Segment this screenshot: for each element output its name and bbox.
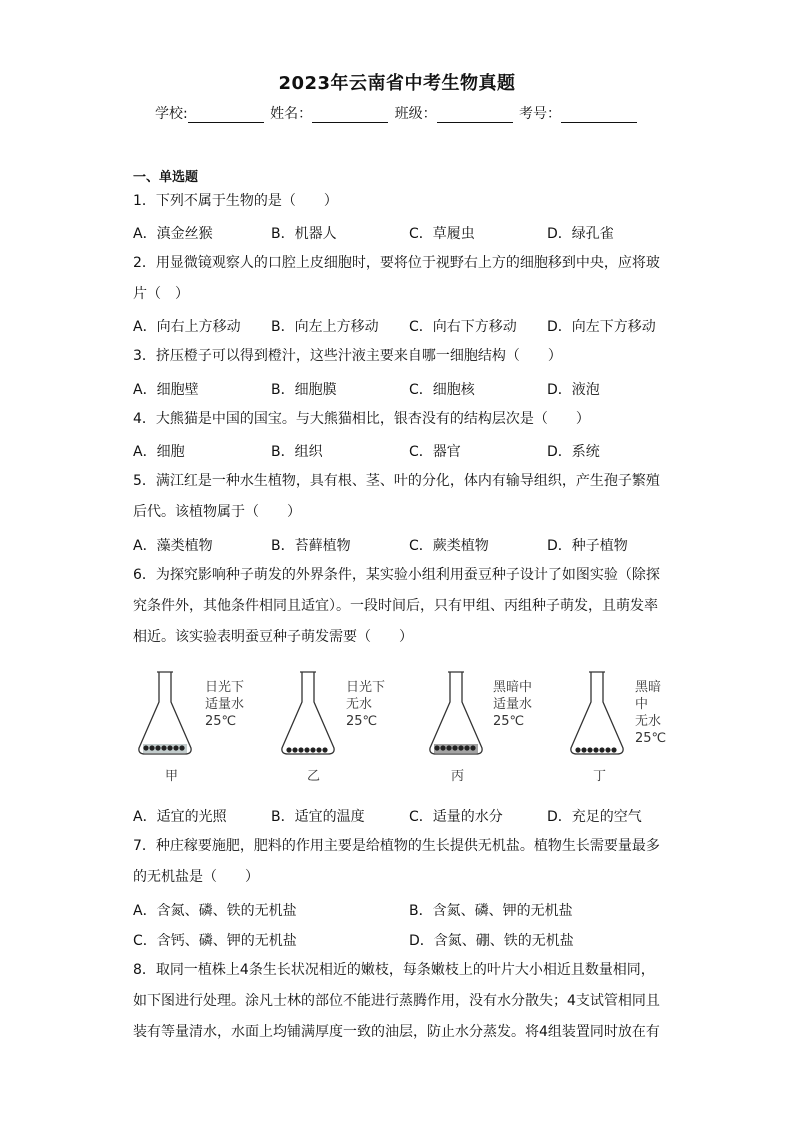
section-heading: 一、单选题 bbox=[133, 170, 199, 185]
options-q4 bbox=[133, 441, 663, 465]
option-d[interactable]: D．充足的空气 bbox=[547, 809, 642, 825]
question-line: 6．为探究影响种子萌发的外界条件，某实验小组利用蚕豆种子设计了如图实验（除探 bbox=[133, 567, 660, 583]
school-blank[interactable] bbox=[188, 108, 264, 123]
flask-condition bbox=[346, 679, 385, 730]
option-c[interactable]: C．草履虫 bbox=[409, 226, 475, 242]
option-a[interactable]: A．细胞 bbox=[133, 444, 185, 460]
question-2 bbox=[133, 248, 663, 310]
flask-condition bbox=[205, 679, 244, 730]
question-3 bbox=[133, 341, 663, 372]
option-d[interactable]: D．液泡 bbox=[547, 382, 600, 398]
option-c[interactable]: C．器官 bbox=[409, 444, 461, 460]
page-title: 2023年云南省中考生物真题 bbox=[278, 73, 516, 94]
flask-condition bbox=[493, 679, 532, 730]
condition-line: 日光下 bbox=[346, 680, 386, 695]
condition-line: 适量水 bbox=[493, 697, 533, 712]
option-a[interactable]: A．滇金丝猴 bbox=[133, 226, 213, 242]
flask-icon bbox=[278, 670, 338, 758]
condition-line: 黑暗中 bbox=[493, 680, 533, 695]
condition-line: 25℃ bbox=[205, 714, 237, 729]
exam-no-blank[interactable] bbox=[561, 108, 637, 123]
question-5 bbox=[133, 466, 663, 528]
question-1 bbox=[133, 186, 663, 217]
question-4 bbox=[133, 404, 663, 435]
question-line: 如下图进行处理。涂凡士林的部位不能进行蒸腾作用，没有水分散失；4支试管相同且 bbox=[133, 993, 660, 1009]
exam-no-label: 考号： bbox=[519, 106, 562, 122]
option-d[interactable]: D．系统 bbox=[547, 444, 600, 460]
school-label: 学校: bbox=[154, 106, 188, 122]
flask-icon bbox=[426, 670, 486, 758]
condition-line: 25℃ bbox=[493, 714, 525, 729]
option-a[interactable]: A．适宜的光照 bbox=[133, 809, 227, 825]
option-d[interactable]: D．含氮、硼、铁的无机盐 bbox=[409, 933, 574, 949]
question-line: 8．取同一植株上4条生长状况相近的嫩枝，每条嫩枝上的叶片大小相近且数量相同， bbox=[133, 962, 655, 978]
question-line: 后代。该植物属于（ ） bbox=[133, 504, 301, 520]
option-b[interactable]: B．含氮、磷、钾的无机盐 bbox=[409, 903, 573, 919]
question-line: 7．种庄稼要施肥，肥料的作用主要是给植物的生长提供无机盐。植物生长需要量最多 bbox=[133, 838, 660, 854]
name-label: 姓名： bbox=[270, 106, 313, 122]
seed-germination-figure bbox=[133, 665, 673, 785]
name-blank[interactable] bbox=[312, 108, 388, 123]
question-line: 片（ ） bbox=[133, 286, 189, 302]
condition-line: 无水 bbox=[635, 714, 662, 729]
options-q7-row1 bbox=[133, 900, 663, 924]
question-line: 装有等量清水，水面上均铺满厚度一致的油层，防止水分蒸发。将4组装置同时放在有 bbox=[133, 1024, 660, 1040]
option-d[interactable]: D．种子植物 bbox=[547, 538, 628, 554]
option-a[interactable]: A．细胞壁 bbox=[133, 382, 199, 398]
question-line: 3．挤压橙子可以得到橙汁，这些汁液主要来自哪一细胞结构（ ） bbox=[133, 348, 562, 364]
student-info-row bbox=[0, 103, 794, 123]
option-b[interactable]: B．苔藓植物 bbox=[271, 538, 351, 554]
flask-icon bbox=[135, 670, 195, 758]
options-q2 bbox=[133, 316, 663, 340]
option-b[interactable]: B．向左上方移动 bbox=[271, 319, 379, 335]
option-d[interactable]: D．绿孔雀 bbox=[547, 226, 614, 242]
option-a[interactable]: A．向右上方移动 bbox=[133, 319, 241, 335]
option-b[interactable]: B．细胞膜 bbox=[271, 382, 337, 398]
question-line: 1．下列不属于生物的是（ ） bbox=[133, 193, 338, 209]
flask-caption: 甲 bbox=[165, 769, 179, 784]
option-c[interactable]: C．向右下方移动 bbox=[409, 319, 517, 335]
question-6 bbox=[133, 560, 663, 653]
option-b[interactable]: B．机器人 bbox=[271, 226, 337, 242]
option-b[interactable]: B．适宜的温度 bbox=[271, 809, 365, 825]
option-c[interactable]: C．细胞核 bbox=[409, 382, 475, 398]
flask-condition bbox=[635, 679, 673, 747]
question-8 bbox=[133, 955, 663, 1048]
options-q1 bbox=[133, 223, 663, 247]
question-line: 的无机盐是（ ） bbox=[133, 869, 259, 885]
flask-caption: 乙 bbox=[307, 769, 321, 784]
flask-caption: 丙 bbox=[451, 769, 465, 784]
question-line: 5．满江红是一种水生植物，具有根、茎、叶的分化，体内有输导组织，产生孢子繁殖 bbox=[133, 473, 660, 489]
condition-line: 25℃ bbox=[346, 714, 378, 729]
condition-line: 黑暗中 bbox=[635, 680, 662, 712]
condition-line: 无水 bbox=[346, 697, 373, 712]
option-c[interactable]: C．蕨类植物 bbox=[409, 538, 489, 554]
option-c[interactable]: C．含钙、磷、钾的无机盐 bbox=[133, 933, 297, 949]
options-q7-row2 bbox=[133, 930, 663, 954]
flask-caption: 丁 bbox=[593, 769, 607, 784]
condition-line: 日光下 bbox=[205, 680, 245, 695]
option-d[interactable]: D．向左下方移动 bbox=[547, 319, 656, 335]
option-b[interactable]: B．组织 bbox=[271, 444, 323, 460]
class-label: 班级： bbox=[394, 106, 437, 122]
option-c[interactable]: C．适量的水分 bbox=[409, 809, 503, 825]
question-line: 2．用显微镜观察人的口腔上皮细胞时，要将位于视野右上方的细胞移到中央，应将玻 bbox=[133, 255, 660, 271]
condition-line: 25℃ bbox=[635, 731, 667, 746]
condition-line: 适量水 bbox=[205, 697, 245, 712]
option-a[interactable]: A．藻类植物 bbox=[133, 538, 213, 554]
class-blank[interactable] bbox=[437, 108, 513, 123]
options-q3 bbox=[133, 379, 663, 403]
question-line: 究条件外，其他条件相同且适宜）。一段时间后，只有甲组、丙组种子萌发，且萌发率 bbox=[133, 598, 658, 614]
question-line: 相近。该实验表明蚕豆种子萌发需要（ ） bbox=[133, 629, 413, 645]
option-a[interactable]: A．含氮、磷、铁的无机盐 bbox=[133, 903, 297, 919]
options-q5 bbox=[133, 535, 663, 559]
question-7 bbox=[133, 831, 663, 893]
question-line: 4．大熊猫是中国的国宝。与大熊猫相比，银杏没有的结构层次是（ ） bbox=[133, 411, 590, 427]
options-q6 bbox=[133, 806, 663, 830]
flask-icon bbox=[567, 670, 627, 758]
